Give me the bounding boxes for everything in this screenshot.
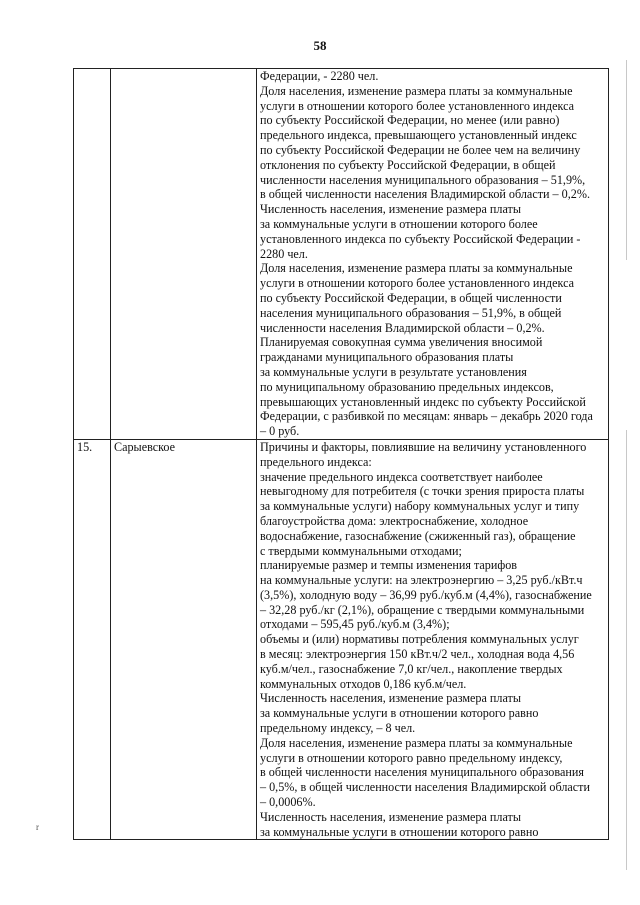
- text-line: услуги в отношении которого более установленного индекса: [260, 98, 575, 113]
- text-line: по субъекту Российской Федерации не более чем на величину: [260, 142, 581, 157]
- text-line: Численность населения, изменение размера платы: [260, 809, 521, 824]
- description-cell: [257, 69, 609, 440]
- text-line: – 0,5%, в общей численности населения Владимирской области: [260, 780, 590, 795]
- text-line: предельному индексу, – 8 чел.: [260, 721, 416, 736]
- row-number-cell: [74, 69, 111, 440]
- text-line: установленного индекса по субъекту Российской Федерации -: [260, 231, 581, 246]
- text-line: по субъекту Российской Федерации, в общей численности: [260, 290, 562, 305]
- text-line: услуги в отношении которого более установленного индекса: [260, 276, 575, 291]
- text-line: за коммунальные услуги) набору коммунальных услуг и типу: [260, 499, 580, 514]
- text-line: – 0 руб.: [260, 424, 300, 439]
- text-line: по муниципальному образованию предельных индексов,: [260, 379, 554, 394]
- text-line: Доля населения, изменение размера платы за коммунальные: [260, 83, 573, 98]
- text-line: Численность населения, изменение размера платы: [260, 202, 521, 217]
- description-cell: [257, 439, 609, 840]
- text-line: Доля населения, изменение размера платы за коммунальные: [260, 735, 573, 750]
- page-number: 58: [313, 38, 327, 53]
- text-line: по субъекту Российской Федерации, но менее (или равно): [260, 113, 560, 128]
- text-line: значение предельного индекса соответствует наиболее: [260, 469, 543, 484]
- municipality-cell: Сарыевское: [111, 439, 257, 840]
- table-row: [74, 439, 609, 840]
- text-line: благоустройства дома: электроснабжение, холодное: [260, 513, 529, 528]
- scan-edge-line: [626, 430, 627, 870]
- text-line: отходами – 595,45 руб./куб.м (3,4%);: [260, 617, 450, 632]
- text-line: на коммунальные услуги: на электроэнергию – 3,25 руб./кВт.ч: [260, 573, 583, 588]
- text-line: коммунальных отходов 0,186 куб.м/чел.: [260, 676, 467, 691]
- text-line: за коммунальные услуги в отношении которого равно: [260, 824, 539, 839]
- text-line: куб.м/чел., газоснабжение 7,0 кг/чел., накопление твердых: [260, 661, 563, 676]
- text-line: с твердыми коммунальными отходами;: [260, 543, 462, 558]
- text-line: (3,5%), холодную воду – 36,99 руб./куб.м (4,4%), газоснабжение: [260, 587, 592, 602]
- text-line: превышающих установленный индекс по субъекту Российской: [260, 394, 586, 409]
- text-line: – 0,0006%.: [260, 795, 316, 810]
- indices-table: [73, 68, 609, 840]
- text-line: Причины и факторы, повлиявшие на величину установленного: [260, 439, 587, 454]
- text-line: объемы и (или) нормативы потребления коммунальных услуг: [260, 632, 579, 647]
- text-line: в общей численности населения муниципального образования: [260, 765, 584, 780]
- text-line: за коммунальные услуги в результате установления: [260, 364, 527, 379]
- text-line: Федерации, с разбивкой по месяцам: январь – декабрь 2020 года: [260, 409, 593, 424]
- row-number-cell: 15.: [74, 439, 111, 840]
- scan-edge-line: [626, 60, 627, 260]
- text-line: Численность населения, изменение размера платы: [260, 691, 521, 706]
- text-line: водоснабжение, газоснабжение (сжиженный газ), обращение: [260, 528, 576, 543]
- text-line: численности населения муниципального образования – 51,9%,: [260, 172, 586, 187]
- text-line: Планируемая совокупная сумма увеличения вносимой: [260, 335, 543, 350]
- text-line: предельного индекса, превышающего установленный индекс: [260, 128, 577, 143]
- table-row: [74, 69, 609, 440]
- text-line: Федерации, - 2280 чел.: [260, 69, 379, 83]
- text-line: за коммунальные услуги в отношении которого равно: [260, 706, 539, 721]
- municipality-cell: [111, 69, 257, 440]
- text-line: в общей численности населения Владимирской области – 0,2%.: [260, 187, 590, 202]
- text-line: 2280 чел.: [260, 246, 308, 261]
- text-line: Доля населения, изменение размера платы за коммунальные: [260, 261, 573, 276]
- text-line: за коммунальные услуги в отношении которого более: [260, 216, 538, 231]
- text-line: предельного индекса:: [260, 454, 372, 469]
- text-line: планируемые размер и темпы изменения тарифов: [260, 558, 518, 573]
- text-line: гражданами муниципального образования платы: [260, 350, 514, 365]
- text-line: услуги в отношении которого равно предельному индексу,: [260, 750, 563, 765]
- text-line: в месяц: электроэнергия 150 кВт.ч/2 чел., холодная вода 4,56: [260, 647, 575, 662]
- text-line: – 32,28 руб./кг (2,1%), обращение с твердыми коммунальными: [260, 602, 585, 617]
- stray-mark: r: [36, 822, 39, 832]
- text-line: численности населения Владимирской области – 0,2%.: [260, 320, 545, 335]
- text-line: невыгодному для потребителя (с точки зрения прироста платы: [260, 484, 585, 499]
- text-line: населения муниципального образования – 51,9%, в общей: [260, 305, 562, 320]
- text-line: отклонения по субъекту Российской Федерации, в общей: [260, 157, 556, 172]
